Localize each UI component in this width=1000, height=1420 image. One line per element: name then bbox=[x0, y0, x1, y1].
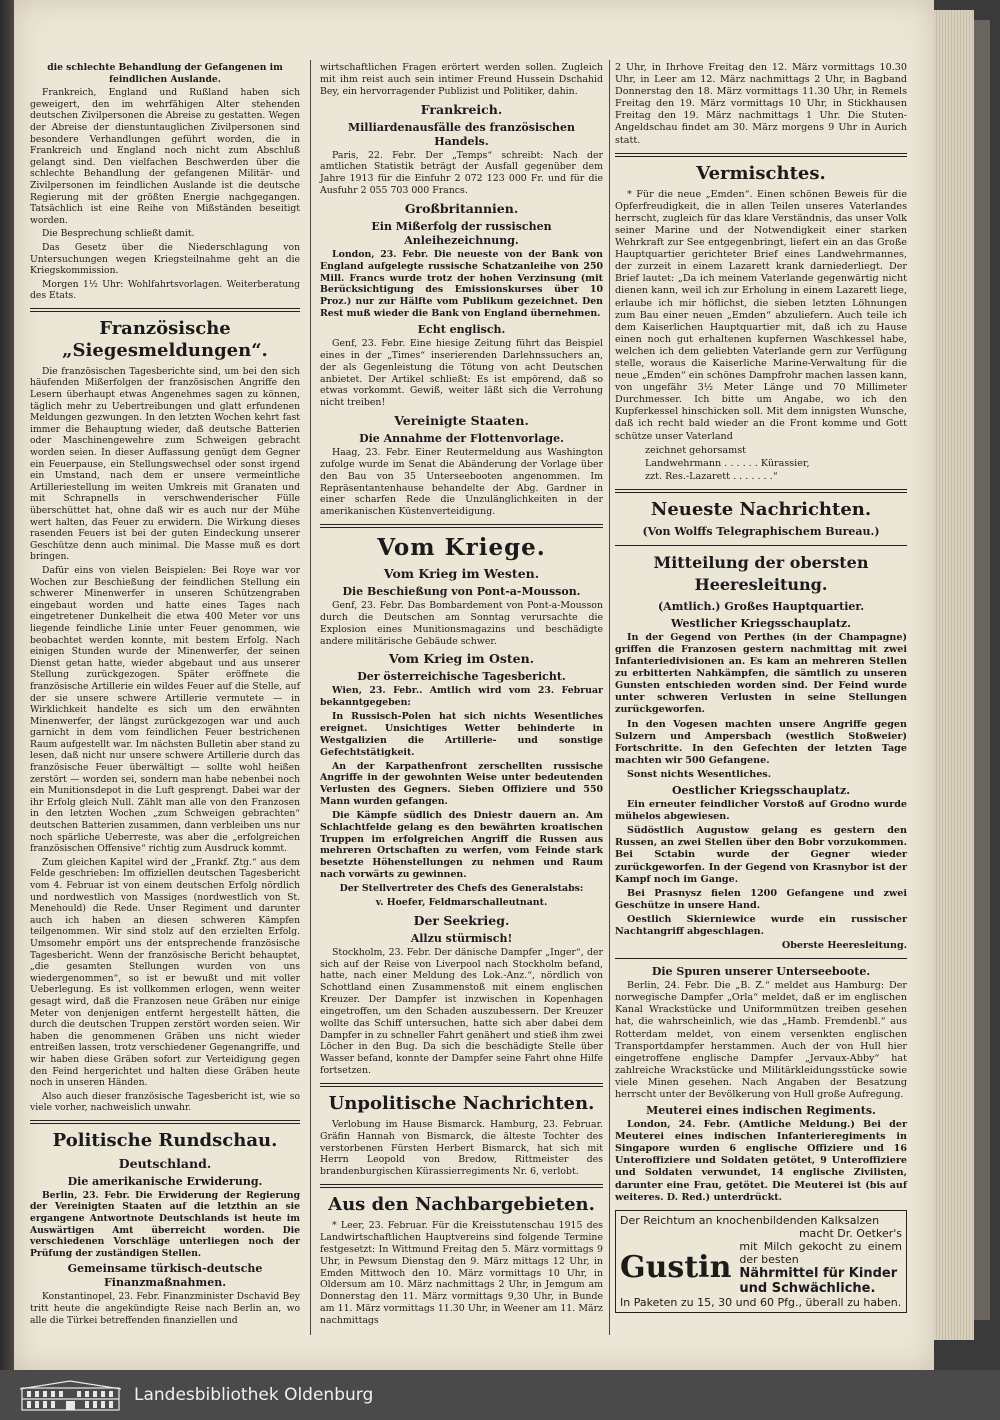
subheadline: (Amtlich.) Großes Hauptquartier. bbox=[657, 599, 865, 613]
article-text: Das Gesetz über die Niederschlagung von Untersuchungen wegen Kriegsteilnahme geht an die Kriegskommission. bbox=[30, 241, 300, 277]
subheadline: Großbritannien. bbox=[404, 200, 519, 216]
article-text: Die Besprechung schließt damit. bbox=[42, 228, 195, 240]
subheadline: Vom Krieg im Osten. bbox=[388, 651, 535, 667]
article-text: Morgen 1½ Uhr: Wohlfahrtsvorlagen. Weiterberatung des Etats. bbox=[30, 278, 300, 302]
article-text: * Für die neue „Emden“. Einen schönen Beweis für die Opferfreudigkeit, die in allen Teilen unseres Vaterlandes herrscht, zugleich für das klare Verständnis, das unser Volk seiner Marine und der Notwendigkeit einer starken Wehrkraft zur See entgegenbringt, liefert ein an das Große Hauptquartier gerichteter Brief eines Landwehrmannes, der zurzeit in einem Lazarett krank darniederliegt. Der Brief lautet: „Da ich meinem Vaterlande gegenwärtig nicht dienen kann, weil ich zur Erholung in einem Lazarett liege, erlaube ich mir höflichst, die sieben letzten Löhnungen zum Bau einer neuen „Emden“ abzuliefern. Auch teile ich dem Kaiserlichen Hauptquartier mit, daß ich zu Hause einen noch gut erhaltenen kupfernen Waschkessel habe, welchen ich dem geliebten Vaterlande gern zur Verfügung stelle, woraus die Kaiserliche Marine-Verwaltung für die neue „Emden“ ein schönes Dampfrohr machen lassen kann, von ungefähr 3½ Meter Länge und 70 Millimeter Durchmesser. Ich bitte um Angabe, wo ich den Kupferkessel hinschicken soll. Mit dem innigsten Wunsche, daß ich recht bald wieder an die Front komme und Gott schütze unser Vaterland bbox=[615, 188, 907, 442]
article-text: Genf, 23. Febr. Eine hiesige Zeitung führt das Beispiel eines in der „Times“ inserierenden Darlehnssuchers an, der als Gegenleistung die Tötung von acht Deutschen anbietet. Der Artikel schließt: Es ist empörend, daß so etwas vorkommt. Gewiß, weiter läßt sich die Verrohung nicht treiben! bbox=[320, 337, 603, 409]
subheadline: Deutschland. bbox=[118, 1155, 212, 1171]
article-text: Berlin, 24. Febr. Die „B. Z.“ meldet aus Hamburg: Der norwegische Dampfer „Orla“ meldet, daß er im englischen Kanal Wrackstücke und Uniformmützen treiben gesehen hat, die wahrscheinlich, wie das „Hamb. Fremdenbl.“ aus Rotterdam meldet, von einem versenkten englischen Transportdampfer herstammen. Auch der von Hull hier eingetroffene englische Dampfer „Jervaux-Abby“ hat zahlreiche Wrackstücke und Militärkleidungsstücke sowie viele Minen gesehen. Nach Angaben der Besatzung herrscht unter der Bevölkerung von Hull große Aufregung. bbox=[615, 980, 907, 1100]
subheadline: Der Seekrieg. bbox=[413, 912, 510, 928]
subheadline: Westlicher Kriegsschauplatz. bbox=[671, 616, 851, 630]
ad-brand-row bbox=[620, 1240, 902, 1296]
ad-text: mit Milch gekocht zu einem der besten bbox=[739, 1239, 902, 1266]
advertisement-gustin bbox=[615, 1210, 907, 1313]
article-text: Berlin, 23. Febr. Die Erwiderung der Regierung der Vereinigten Staaten auf die letzthin an sie ergangene Antwortnote Deutschlands ist heute im Auswärtigen Amt überreicht worden. Die verschiedenen Vorschläge unterliegen noch der Prüfung der zuständigen Stellen. bbox=[30, 1189, 300, 1259]
article-text: Sonst nichts Wesentliches. bbox=[627, 768, 772, 780]
divider bbox=[615, 489, 907, 493]
subheadline: Die Beschießung von Pont-a-Mousson. bbox=[342, 585, 581, 599]
subheadline: Frankreich. bbox=[420, 101, 503, 117]
library-name: Landesbibliothek Oldenburg bbox=[134, 1385, 374, 1405]
signature: Oberste Heeresleitung. bbox=[781, 940, 907, 952]
subheadline: Die Spuren unserer Unterseeboote. bbox=[651, 965, 871, 979]
letter-closing: zeichnet gehorsamst bbox=[645, 444, 746, 456]
ad-text: Der Reichtum an knochenbildenden Kalksalzen bbox=[620, 1213, 880, 1227]
article-text: Konstantinopel, 23. Febr. Finanzminister Dschavid Bey tritt heute die angekündigte Reise nach Berlin an, wo alle die Türkei betreffenden finanziellen und bbox=[30, 1291, 300, 1326]
section-headline: Vermischtes. bbox=[696, 162, 826, 184]
article-text: Haag, 23. Febr. Einer Reutermeldung aus Washington zufolge wurde im Senat die Abänderung der Vorlage über den Bau von 35 Unterseebooten angenommen. Im Repräsentantenhause behandelte der Abg. Gardner in einer scharfen Rede die Unzulänglichkeiten in der amerikanischen Küstenverteidigung. bbox=[320, 447, 603, 518]
ad-text: In Paketen zu 15, 30 und 60 Pfg., überall zu haben. bbox=[620, 1295, 902, 1309]
section-headline: Neueste Nachrichten. bbox=[650, 498, 872, 520]
article-text: In den Vogesen machten unsere Angriffe gegen Sulzern und Ampersbach (westlich Stoßweier) Fortschritte. In den Gefechten der letzten Tage machten wir 500 Gefangene. bbox=[615, 718, 907, 766]
article-text: London, 24. Febr. (Amtliche Meldung.) Bei der Meuterei eines indischen Infanterieregiments in Singapore wurden 6 englische Offiziere und 16 Unteroffiziere und Soldaten getötet, 9 Unteroffiziere und Soldaten verwundet, 14 englische Zivilisten, darunter eine Frau, getötet. Die Meuterei ist (bis auf weiteres. D. Red.) unterdrückt. bbox=[615, 1119, 907, 1203]
ad-text: Nährmittel für Kinder bbox=[739, 1265, 898, 1281]
ad-claim bbox=[739, 1240, 902, 1296]
article-text: Frankreich, England und Rußland haben sich geweigert, den im wehrfähigen Alter stehenden deutschen Zivilpersonen die Abreise zu gestatten. Wegen der Abreise der dienstuntauglichen Zivilpersonen sind besondere Verhandlungen geführt worden, die in Frankreich und England noch nicht zum Abschluß gelangt sind. Den vielfachen Beschwerden über die schlechte Behandlung der gefangenen Militär- und Zivilpersonen im feindlichen Auslande ist die deutsche Regierung mit der größten Energie nachgegangen. Tatsächlich ist eine Reihe von Mißständen beseitigt worden. bbox=[30, 87, 300, 226]
ad-text: macht Dr. Oetker's bbox=[798, 1226, 902, 1240]
section-headline: Unpolitische Nachrichten. bbox=[328, 1092, 595, 1114]
divider bbox=[320, 1184, 603, 1188]
column-2 bbox=[320, 62, 603, 1329]
subheadline: Der österreichische Tagesbericht. bbox=[357, 670, 566, 684]
subheadline: Ein Mißerfolg der russischen Anleihezeichnung. bbox=[371, 219, 552, 247]
article-text: Dafür eins von vielen Beispielen: Bei Roye war vor Wochen zur Beschießung der feindlichen Stellung ein schwerer Minenwerfer in unseren Schützengraben eingebaut worden und hatte eines Tages nach eingetretener Dunkelheit die etwa 400 Meter vor uns liegende feindliche Linie unter Feuer genommen, wie beobachtet werden konnte, mit bestem Erfolg. Nach einigen Stunden wurde der Minenwerfer, der seinen Dienst getan hatte, wieder abgebaut und aus unserer Stellung zurückgezogen. Später eröffnete die französische Artillerie ein wildes Feuer auf die Stelle, auf der sie unsere schwere Artillerie vermutete — in Wirklichkeit handelte es sich um den erwähnten Minenwerfer, der längst zurückgezogen war und auch garnicht in dem vom feindlichen Feuer bestrichenen Raum aufgestellt war. Im nächsten Bulletin aber stand zu lesen, daß nicht nur unsere schwere Artillerie durch das französische Feuer überwältigt — sollte wohl heißen zerstört — worden sei, sondern man habe nebenbei noch ein Munitionsdepot in die Luft gesprengt. Dabei war der ihr Erfolg gleich Null. Zählt man alle von den Franzosen in den letzten Wochen „zum Schweigen gebrachten“ deutschen Batterien zusammen, dann verbleiben uns nur noch spärliche Ueberreste, was aber die „erfolgreichen französischen Offensive“ richtig zum Ausdruck kommt. bbox=[30, 564, 300, 855]
subheadline: Vereinigte Staaten. bbox=[394, 413, 529, 429]
signature: Der Stellvertreter des Chefs des Generalstabs: bbox=[339, 882, 584, 894]
article-text: London, 23. Febr. Die neueste von der Bank von England aufgelegte russische Schatzanleihe von 250 Mill. Francs wurde trotz der hohen Verzinsung (mit Berücksichtigung des Emissionskurses über 10 Proz.) nur zur Hälfte vom Publikum gezeichnet. Den Rest muß wieder die Bank von England übernehmen. bbox=[320, 248, 603, 320]
subheadline: Die Annahme der Flottenvorlage. bbox=[359, 432, 564, 446]
article-text: Bei Prasnysz fielen 1200 Gefangene und zwei Geschütze in unsere Hand. bbox=[615, 887, 907, 911]
divider bbox=[615, 153, 907, 157]
divider bbox=[320, 524, 603, 528]
article-text: wirtschaftlichen Fragen erörtert werden sollen. Zugleich mit ihm reist auch sein intimer Freund Hussein Dschahid Bey, ein hervorragender Publizist und Politiker, dahin. bbox=[320, 62, 603, 97]
subheadline: Meuterei eines indischen Regiments. bbox=[646, 1104, 876, 1118]
article-text: Zum gleichen Kapitel wird der „Frankf. Ztg.“ aus dem Felde geschrieben: Im offiziellen deutschen Tagesbericht vom 4. Februar ist von einem deutschen Erfolg nördlich und nordwestlich von Massiges (nordwestlich von St. Menehould) die Rede. Unser Regiment und darunter auch ich haben an diesen schweren Kämpfen teilgenommen. Wir sind stolz auf den erzielten Erfolg. Umsomehr empört uns der entsprechende französische Tagesbericht. Wenn der französische Bericht behauptet, „die gesamten Stellungen wurden von uns wiedergenommen“, so ist er bewußt und mit voller Ueberlegung. Es ist vollkommen erlogen, wenn weiter gesagt wird, daß die Franzosen neue Gräben nur einige Meter von denjenigen entfernt hergestellt hätten, die durch die deutschen Truppen zerstört worden seien. Wir haben die genommenen Gräben uns nicht wieder entreißen lassen, trotz verschiedener Gegenangriffe, und wir haben diese Gräben sofort zur Verteidigung gegen den Feind hergerichtet und halten diese Gräben heute noch in unseren Händen. bbox=[30, 856, 300, 1089]
article-text: Also auch dieser französische Tagesbericht ist, wie so viele vorher, nachweislich unwahr. bbox=[30, 1090, 300, 1114]
headline: Französische „Siegesmeldungen“. bbox=[62, 317, 268, 361]
column-rule bbox=[310, 60, 311, 1335]
article-text: * Leer, 23. Februar. Für die Kreisstutenschau 1915 des Landwirtschaftlichen Hauptvereins sind folgende Termine festgesetzt: In Wittmund Freitag den 5. März vormittags 9 Uhr, in Pewsum Dienstag den 9. März mittags 12 Uhr, in Emden Mittwoch den 10. März vormittags 10 Uhr, in Oldersum am 10. März nachmittags 2 Uhr, in Jemgum am Donnerstag den 11. März vormittags 9,30 Uhr, in Bunde am 11. März vormittags 11.30 Uhr, in Weener am 11. März nachmittags bbox=[320, 1220, 603, 1326]
column-3 bbox=[615, 62, 907, 1313]
divider bbox=[615, 958, 907, 959]
divider bbox=[615, 545, 907, 546]
section-headline: Politische Rundschau. bbox=[52, 1129, 278, 1151]
column-1 bbox=[30, 62, 300, 1328]
letter-closing: zzt. Res.-Lazarett . . . . . . .“ bbox=[645, 470, 778, 482]
subheadline: Oestlicher Kriegsschauplatz. bbox=[671, 784, 851, 798]
article-text: Verlobung im Hause Bismarck. Hamburg, 23. Februar. Gräfin Hannah von Bismarck, die älteste Tochter des verstorbenen Fürsten Herbert Bismarck, hat sich mit Herrn Leopold von Bredow, Rittmeister des brandenburgischen Kürassierregiments Nr. 6, verlobt. bbox=[320, 1118, 603, 1178]
column-rule bbox=[609, 60, 610, 1335]
article-text: Die französischen Tagesberichte sind, um bei den sich häufenden Mißerfolgen der französischen Angriffe den Lesern überhaupt etwas Angenehmes sagen zu können, täglich mehr zu Uebertreibungen und glatt erfundenen Meldungen gezwungen. In den letzten Wochen kehrt fast immer die Behauptung wieder, daß deutsche Batterien oder Maschinengewehre zum Schweigen gebracht worden seien. In dieser Auffassung genügt dem Gegner ein Feuerpause, ein Stellungswechsel oder sonst irgend ein Umstand, nach dem er unsere vermeintliche Artilleriestellung im weiten Umkreis mit Granaten und mit Schrapnells in verschwenderischer Fülle überschüttet hat, ohne daß wir es auch nur der Mühe wert halten, das Feuer zu erwidern. Die Wirkung dieses rasenden Feuers ist bei der guten Eindeckung unserer Geschütze denn auch minimal. Die Masse muß es dort bringen. bbox=[30, 365, 300, 563]
section-headline: Vom Kriege. bbox=[377, 534, 546, 562]
subheadline: (Von Wolffs Telegraphischem Bureau.) bbox=[642, 524, 880, 538]
book-cover-edge bbox=[974, 20, 990, 1320]
article-text: Stockholm, 23. Febr. Der dänische Dampfer „Inger“, der sich auf der Reise von Liverpool nach Stockholm befand, hatte, nach einer Meldung des Lok.-Anz.“, nördlich von Schottland einen Zusammenstoß mit einem englischen Kreuzer. Der Dampfer ist inzwischen in Kopenhagen eingetroffen, um den Schaden auszubessern. Der Kreuzer wollte das Schiff untersuchen, hatte sich aber dabei dem Dampfer in zu schneller Fahrt genähert und stieß ihm zwei Löcher in den Bug. Da sich die beschädigte Stelle über Wasser befand, konnte der Dampfer seine Fahrt ohne Hilfe fortsetzen. bbox=[320, 946, 603, 1077]
subheadline: Allzu stürmisch! bbox=[410, 931, 513, 945]
subheadline: Echt englisch. bbox=[417, 322, 506, 336]
divider bbox=[320, 1083, 603, 1087]
article-text: An der Karpathenfront zerschellten russische Angriffe in der gewohnten Weise unter bedeutenden Verlusten des Gegners. Sieben Offiziere und 550 Mann wurden gefangen. bbox=[320, 760, 603, 808]
article-text: die schlechte Behandlung der Gefangenen im feindlichen Auslande. bbox=[47, 62, 283, 85]
article-text: In der Gegend von Perthes (in der Champagne) griffen die Franzosen gestern nachmittag mit zwei Infanteriedivisionen an. Es kam an mehreren Stellen zu erbitterten Nahkämpfen, die sämtlich zu unseren Gunsten entschieden worden sind. Der Feind wurde unter schweren Verlusten in seine Stellungen zurückgeworfen. bbox=[615, 631, 907, 716]
article-text: 2 Uhr, in Ihrhove Freitag den 12. März vormittags 10.30 Uhr, in Leer am 12. März nachmittags 2 Uhr, in Bagband Donnerstag den 18. März vormittags 11.30 Uhr, in Remels Freitag den 19. März vormittags 10 Uhr, in Stickhausen Freitag den 19. März nachmittags 1 Uhr. Die Stuten-Angeldschau findet am 30. März morgens 9 Uhr in Aurich statt. bbox=[615, 62, 907, 146]
article-text: Ein erneuter feindlicher Vorstoß auf Grodno wurde mühelos abgewiesen. bbox=[615, 799, 907, 823]
page-edges bbox=[934, 10, 974, 1340]
article-text: Paris, 22. Febr. Der „Temps“ schreibt: Nach der amtlichen Statistik beträgt der Ausfall gegenüber dem Jahre 1913 für die Einfuhr 2 072 123 000 Fr. und für die Ausfuhr 2 055 703 000 Francs. bbox=[320, 149, 603, 197]
subheadline: Gemeinsame türkisch-deutsche Finanzmaßnahmen. bbox=[67, 1262, 263, 1290]
article-text: Genf, 23. Febr. Das Bombardement von Pont-a-Mousson durch die Deutschen am Sonntag verursachte die Explosion eines Munitionsmagazins und beschädigte andere militärische Gebäude schwer. bbox=[320, 600, 603, 647]
article-text: In Russisch-Polen hat sich nichts Wesentliches ereignet. Unsichtiges Wetter behinderte in Westgalizien die Artillerie- und sonstige Gefechtstätigkeit. bbox=[320, 711, 603, 758]
subheadline: Milliardenausfälle des französischen Handels. bbox=[347, 120, 576, 148]
ad-text: und Schwächliche. bbox=[739, 1280, 876, 1296]
article-text: Wien, 23. Febr.. Amtlich wird vom 23. Februar bekanntgegeben: bbox=[320, 685, 603, 709]
headline: Mitteilung der obersten Heeresleitung. bbox=[653, 552, 869, 594]
signature: v. Hoefer, Feldmarschalleutnant. bbox=[375, 896, 548, 908]
library-building-icon bbox=[18, 1380, 123, 1412]
divider bbox=[30, 308, 300, 312]
subheadline: Die amerikanische Erwiderung. bbox=[67, 1174, 263, 1188]
section-headline: Aus den Nachbargebieten. bbox=[328, 1194, 595, 1216]
subheadline: Vom Krieg im Westen. bbox=[383, 566, 540, 582]
ad-brand-name: Gustin bbox=[620, 1249, 732, 1285]
article-text: Die Kämpfe südlich des Dniestr dauern an. Am Schlachtfelde gelang es den bewährten kroatischen Truppen im erfolgreichen Angriff die Russen aus mehreren Ortschaften zu werfen, vom Feinde stark besetzte Höhenstellungen zu nehmen und Raum nach vorwärts zu gewinnen. bbox=[320, 809, 603, 881]
article-text: Südöstlich Augustow gelang es gestern den Russen, an zwei Stellen über den Bobr vorzukommen. Bei Sctabin wurde der Gegner wieder zurückgeworfen. In der Gegend von Krasnybor ist der Kampf noch im Gange. bbox=[615, 825, 907, 885]
letter-closing: Landwehrmann . . . . . . Kürassier, bbox=[645, 457, 810, 469]
divider bbox=[30, 1120, 300, 1124]
article-text: Oestlich Skierniewice wurde ein russischer Nachtangriff abgeschlagen. bbox=[615, 913, 907, 937]
